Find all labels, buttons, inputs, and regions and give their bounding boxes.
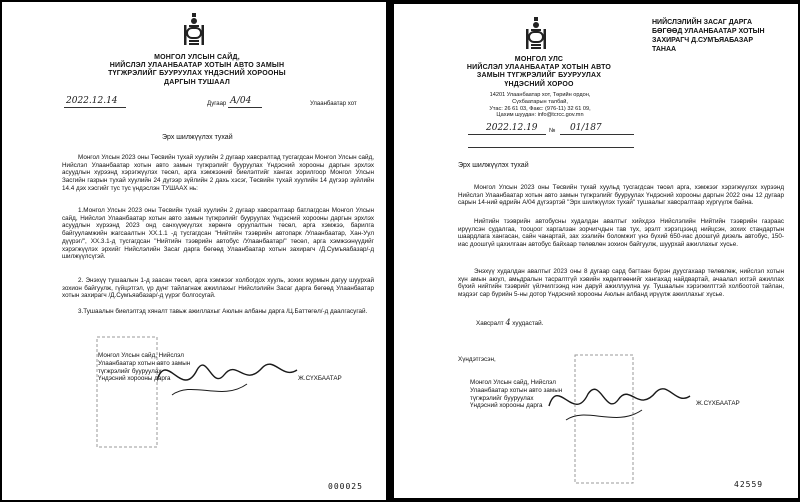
- handwritten-signature: [152, 340, 302, 410]
- attachment-suffix: хуудастай.: [512, 320, 544, 327]
- attachment-label: Хавсралт: [476, 320, 504, 327]
- letter-header: [434, 56, 644, 89]
- letter-page: [394, 4, 798, 498]
- signer-name: Ж.СҮХБААТАР: [298, 375, 342, 382]
- body-paragraph: Нийтийн тээврийн автобусны худалдан авалтыг хийхдээ Нийслэлийн Нийтийн тээврийн газраас ирүүлсэн судалгаа, тооцоог харгалзан зорчигчдын тав тух, эрэлт хэрэгцээнд нийцсэн, зохих стандартын шаардлага хангасан, сайн чанартай, зах зээлийн боломжит үнэ бүхий 650-иас доошгүй дизель автобус, 150-иас доошгүй цахилгаан автобус байхаар төлөвлөн зохион байгуулж, шуурхай ажиллахыг хүсье.: [458, 218, 784, 249]
- date-handwritten: 2022.12.14: [66, 96, 118, 106]
- number-rule: [228, 107, 262, 108]
- body-paragraph: 1.Монгол Улсын 2023 оны Төсвийн тухай хуулийн 2 дугаар хавсралтаар батлагдсан Монгол Улсын сайд, Нийслэл Улаанбаатар хотын авто замын түгжрэлийг бууруулах Үндэсний хорооны даргын эрхлэх асуудлын хүрээнд 2023 онд санхүүжүүлэх хөрөнгө оруулалтын төсөл, арга хэмжээ, барилга байгууламжийн жагсаалтын ХХ.1.1 -д тусгагдсан "Нийтийн тээврийн автопарк /Улаанбаатар, Хан-Уул дүүрэг/", ХХ.3.1-д тусгагдсан "Нийтийн тээврийн автобус /Улаанбаатар/" төсөл, арга хэмжээнүүдийг хэрэгжүүлэх эрхийг Нийслэлийн Засаг дарга бөгөөд Улаанбаатар хотын захирагч /Д.Сумъяабазар/-д шилжүүлсүгэй.: [62, 207, 374, 261]
- signer-line: түгжрэлийг бууруулах: [98, 367, 162, 375]
- header-line: НИЙСЛЭЛ УЛААНБААТАР ХОТЫН АВТО: [466, 64, 612, 72]
- number-label: Дугаар: [207, 101, 227, 107]
- body-paragraph: 3.Тушаалын биелэлтэд хяналт тавьж ажиллахыг Аюлын албаны дарга /Ц.Баттөгөл/-д даалгасугай.: [78, 308, 368, 315]
- body-paragraph: Монгол Улсын 2023 оны Төсвийн тухай хуулийн 2 дугаар хавсралтад тусгагдсан Монгол Улсын сайд, Нийслэл Улаанбаатар хотын авто замын түгжрэлийг бууруулах Үндэсний хорооны даргын эрхлэх асуудлын хүрээнд хэрэгжүүлэх төсөл, арга хэмжээний биелэлтийг хангах зорилгоор Монгол Улсын Засгийн газрын тухай хуулийн 24 дүгээр зүйлийн 2 дахь хэсэг, Төсвийн тухай хуулийн 14 дүгээр зүйлийн 14.4 дэх хэсгийг тус тус үндэслэн ТУШААХ нь:: [62, 154, 374, 192]
- date-rule: [64, 107, 126, 108]
- addressee-line: ЗАХИРАГЧ Д.СУМЪЯАБАЗАР: [652, 37, 753, 44]
- date-handwritten: 2022.12.19: [486, 123, 538, 133]
- header-line: ТҮГЖРЭЛИЙГ БУУРУУЛАХ ҮНДЭСНИЙ ХОРООНЫ: [108, 70, 286, 78]
- address-line: Цахим шуудан: info@tcrcc.gov.mn: [496, 112, 584, 119]
- soyombo-emblem-icon: [524, 16, 548, 52]
- signer-line: Улаанбаатар хотын авто замын: [470, 386, 563, 394]
- soyombo-emblem-icon: [182, 12, 206, 48]
- official-seal: [569, 349, 639, 489]
- address-line: Утас: 26 61 03, Факс: (976-11) 32 61 09,: [489, 105, 591, 112]
- address-line: 14201 Улаанбаатар хот, Төрийн ордон,: [489, 92, 591, 98]
- addressee-block: [652, 18, 765, 54]
- addressee-line: НИЙСЛЭЛИЙН ЗАСАГ ДАРГА: [652, 19, 753, 26]
- signer-line: Монгол Улсын сайд, Нийслэл: [470, 379, 556, 386]
- page-number: 42559: [734, 480, 764, 489]
- order-header: [62, 54, 332, 87]
- signer-line: Улаанбаатар хотын авто замын: [98, 359, 191, 367]
- subject-line: Эрх шилжүүлэх тухай: [162, 134, 233, 141]
- date-rule: [468, 134, 546, 135]
- address-line: Сүхбаатарын талбай,: [512, 98, 568, 105]
- attachment-note: [476, 318, 543, 327]
- signer-line: Монгол Улсын сайд, Нийслэл: [98, 352, 184, 359]
- header-line: МОНГОЛ УЛСЫН САЙД,: [154, 54, 240, 61]
- addressee-line: ТАНАА: [652, 46, 677, 53]
- body-paragraph: Монгол Улсын 2023 оны Төсвийн тухай хуульд тусгагдсан төсөл арга, хэмжээг хэрэгжүүлэх хүрээнд Нийслэл Улаанбаатар хотын авто замын түгжрэлийг бууруулах Үндэсний хорооны даргын 2022 оны 12 дугаар сарын 14-ний өдрийн А/04 дүгээртэй "Эрх шилжүүлэх тухай" тушаалыг хавсралтаар хүргүүлж байна.: [458, 184, 784, 207]
- reference-rule: [468, 147, 634, 148]
- greeting: Хүндэтгэсэн,: [458, 356, 496, 363]
- addressee-line: БӨГӨӨД УЛААНБААТАР ХОТЫН: [652, 28, 765, 35]
- header-line: НИЙСЛЭЛ УЛААНБААТАР ХОТЫН АВТО ЗАМЫН: [109, 62, 285, 70]
- header-line: ЗАМЫН ТҮГЖРЭЛИЙГ БУУРУУЛАХ: [476, 72, 602, 80]
- address-block: [472, 92, 608, 119]
- header-line: МОНГОЛ УЛС: [514, 56, 564, 63]
- body-paragraph: Энэхүү худалдан авалтыг 2023 оны 8 дугаар сард багтаан бүрэн дуусгахаар төлөвлөж, нийслэл хотын хүн амын аюул, амьдралын тасралтгүй хэвийн хөдөлгөөнийг хангахад найдвартай, ачаалал ихтэй ажиллах бүхий нийтийн тээврийг үйлчилгээнд нэн даруй ажиллуулна уу. Тушаалын хэрэгжилттэй холбоотой тайлан, мэдээг сар бүрийн 5-ны дотор Үндэсний хорооны Аюлын албанд ирүүлж ажиллахыг хүсье.: [458, 268, 784, 299]
- order-page: [2, 2, 386, 500]
- official-seal: [82, 332, 172, 452]
- number-prefix: №: [549, 128, 556, 134]
- number-handwritten: А/04: [230, 96, 252, 106]
- header-line: ДАРГЫН ТУШААЛ: [164, 78, 230, 86]
- page-number: 000025: [328, 482, 363, 491]
- signer-line: Үндэсний хорооны дарга: [470, 402, 543, 410]
- subject-line: Эрх шилжүүлэх тухай: [458, 162, 529, 169]
- attachment-count-handwritten: 4: [505, 318, 511, 327]
- body-paragraph: 2. Энэхүү тушаалын 1-д заасан төсөл, арга хэмжээг холбогдох хууль, зохих журмын дагуу шуурхай зохион байгуулж, гүйцэтгэл, үр дүнг тайлагнаж ажиллахыг Нийслэлийн Засаг дарга бөгөөд Улаанбаатар хотын захирагч /Д.Сумъяабазар/-д үүрэг болгосугай.: [62, 277, 374, 300]
- number-handwritten: 01/187: [570, 123, 602, 133]
- signer-name: Ж.СҮХБААТАР: [696, 400, 740, 407]
- signer-line: Үндэсний хорооны дарга: [98, 375, 171, 383]
- signer-line: түгжрэлийг бууруулах: [470, 394, 534, 402]
- city-label: Улаанбаатар хот: [310, 101, 357, 107]
- number-rule: [560, 134, 634, 135]
- header-line: ҮНДЭСНИЙ ХОРОО: [504, 80, 574, 88]
